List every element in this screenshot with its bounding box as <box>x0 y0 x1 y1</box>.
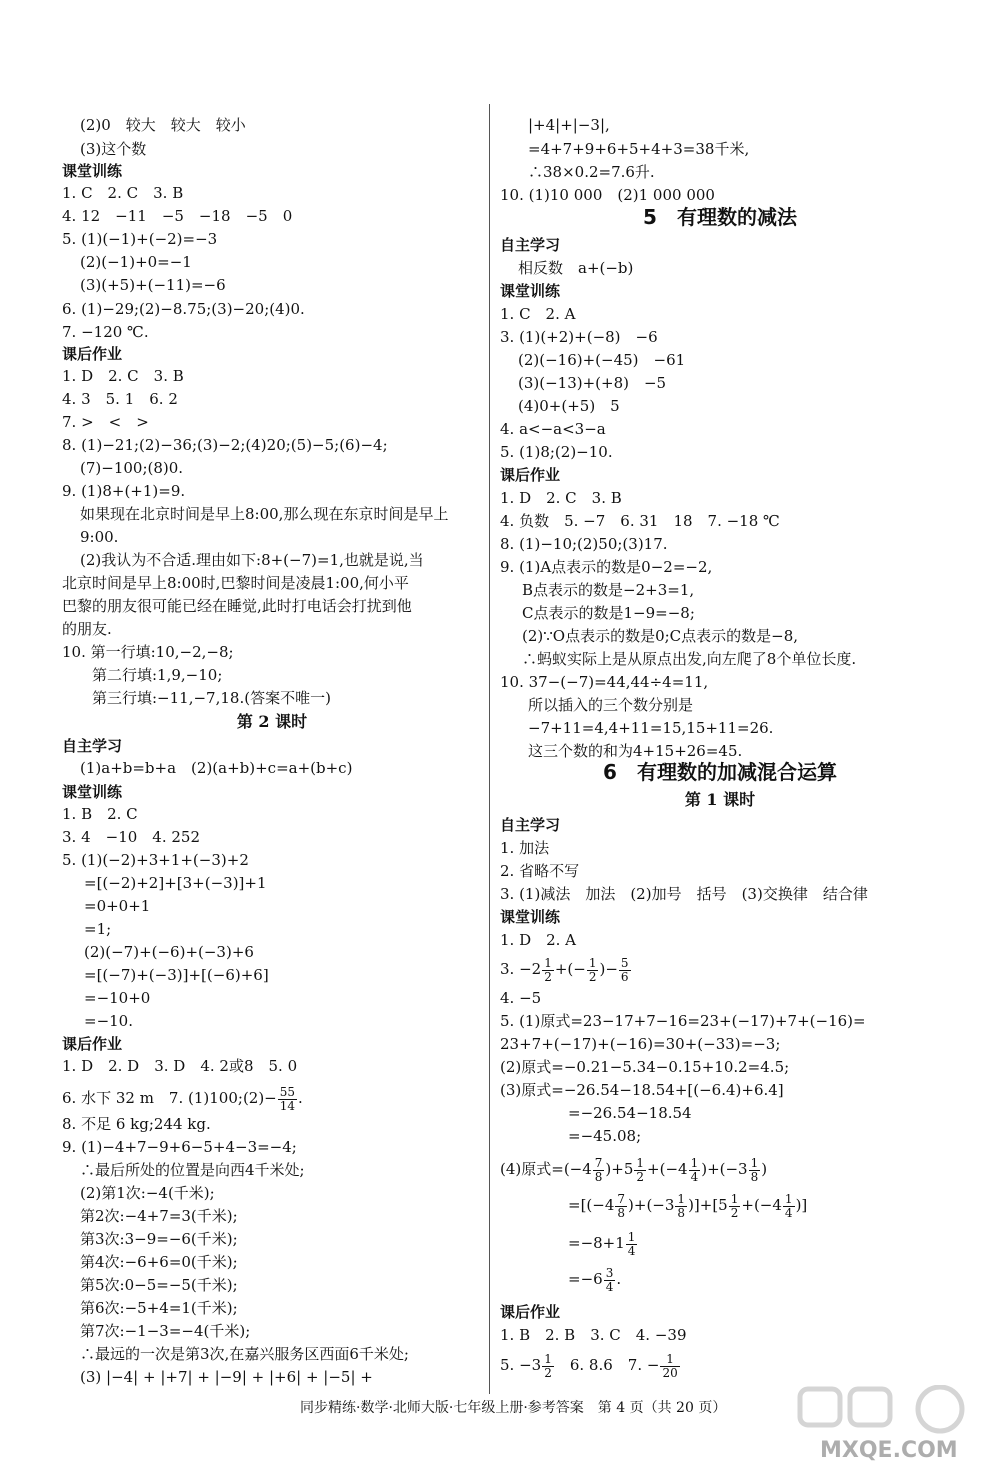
answer-line: 9. (1)A点表示的数是0−2=−2, <box>500 558 713 576</box>
answer-line: (7)−100;(8)0. <box>80 459 184 477</box>
section-heading: 课后作业 <box>500 1303 561 1321</box>
answer-line: 这三个数的和为4+15+26=45. <box>528 742 743 760</box>
answer-line: 3. (1)(+2)+(−8) −6 <box>500 328 658 346</box>
fraction: $\frac{5}{6}$ <box>620 955 629 984</box>
answer-line: 第6次:−5+4=1(千米); <box>80 1299 238 1317</box>
answer-line: −7+11=4,4+11=15,15+11=26. <box>528 719 774 737</box>
answer-line: 1. 加法 <box>500 839 550 857</box>
answer-line: 5. (1)原式=23−17+7−16=23+(−17)+7+(−16)= <box>500 1012 866 1030</box>
answer-line: 巴黎的朋友很可能已经在睡觉,此时打电话会打扰到他 <box>62 597 412 615</box>
answer-line: 1. C 2. C 3. B <box>62 184 184 202</box>
section-heading: 课堂训练 <box>62 783 123 801</box>
answer-line: =−10+0 <box>84 989 151 1007</box>
section-heading: 课堂训练 <box>62 162 123 180</box>
fraction: $\frac{1}{8}$ <box>750 1155 759 1184</box>
answer-line: 7. > < > <box>62 413 149 431</box>
answer-line: (4)0+(+5) 5 <box>518 397 620 415</box>
fraction: $\frac{7}{8}$ <box>594 1155 603 1184</box>
fraction: $\frac{1}{2}$ <box>636 1155 645 1184</box>
answer-line: 9. (1)−4+7−9+6−5+4−3=−4; <box>62 1138 297 1156</box>
answer-line: =[(−7)+(−3)]+[(−6)+6] <box>84 966 269 984</box>
answer-line: =−45.08; <box>568 1127 642 1145</box>
section-heading: 课后作业 <box>62 1035 123 1053</box>
answer-line: ∴38×0.2=7.6升. <box>528 163 655 181</box>
answer-line: 7. −120 ℃. <box>62 323 149 341</box>
answer-line: (2)我认为不合适.理由如下:8+(−7)=1,也就是说,当 <box>80 551 424 569</box>
section-heading: 自主学习 <box>500 236 561 254</box>
answer-line: 2. 省略不写 <box>500 862 580 880</box>
answer-line: 1. B 2. B 3. C 4. −39 <box>500 1326 687 1344</box>
answer-line: 第4次:−6+6=0(千米); <box>80 1253 238 1271</box>
answer-line: ∴蚂蚁实际上是从原点出发,向左爬了8个单位长度. <box>522 650 857 668</box>
answer-line: 5. (1)8;(2)−10. <box>500 443 613 461</box>
lesson-title: 第 2 课时 <box>236 712 308 731</box>
section-heading: 课堂训练 <box>500 282 561 300</box>
answer-line-fraction: 3. −2 $\frac{1}{2}$ +(− $\frac{1}{2}$ )− $\frac{5}{6}$ <box>500 955 629 984</box>
answer-line: (2)第1次:−4(千米); <box>80 1184 215 1202</box>
fraction: $\frac{55}{14}$ <box>279 1084 296 1113</box>
answer-line: =1; <box>84 920 112 938</box>
answer-line: 4. 负数 5. −7 6. 31 18 7. −18 ℃ <box>500 512 780 530</box>
lesson-title: 第 1 课时 <box>684 790 756 809</box>
answer-line: (3)(+5)+(−11)=−6 <box>80 276 226 294</box>
answer-line: =−26.54−18.54 <box>568 1104 692 1122</box>
section-heading: 课后作业 <box>62 345 123 363</box>
answer-line: 23+7+(−17)+(−16)=30+(−33)=−3; <box>500 1035 781 1053</box>
fraction: $\frac{1}{2}$ <box>588 955 597 984</box>
section-heading: 课堂训练 <box>500 908 561 926</box>
answer-line: (2)∵O点表示的数是0;C点表示的数是−8, <box>522 627 799 645</box>
column-divider <box>489 104 490 1394</box>
answer-line: 相反数 a+(−b) <box>518 259 634 277</box>
answer-line: =[(−2)+2]+[3+(−3)]+1 <box>84 874 267 892</box>
answer-line: 6. (1)−29;(2)−8.75;(3)−20;(4)0. <box>62 300 305 318</box>
answer-line: 第5次:0−5=−5(千米); <box>80 1276 238 1294</box>
answer-line: 1. D 2. C 3. B <box>500 489 622 507</box>
answer-line: 的朋友. <box>62 620 112 638</box>
answer-line: 第7次:−1−3=−4(千米); <box>80 1322 251 1340</box>
fraction: $\frac{1}{4}$ <box>627 1229 636 1258</box>
answer-line: 3. 4 −10 4. 252 <box>62 828 200 846</box>
answer-line-fraction: (4)原式=(−4 $\frac{7}{8}$ )+5 $\frac{1}{2}$ +(−4 $\frac{1}{4}$ )+(−3 $\frac{1}{8}$ ) <box>500 1155 768 1184</box>
answer-line: 北京时间是早上8:00时,巴黎时间是凌晨1:00,何小平 <box>62 574 409 592</box>
answer-line: 9:00. <box>80 528 119 546</box>
watermark-text: MXQE.COM <box>820 1438 958 1463</box>
answer-line: 8. (1)−10;(2)50;(3)17. <box>500 535 668 553</box>
answer-line: 10. 37−(−7)=44,44÷4=11, <box>500 673 709 691</box>
fraction: $\frac{1}{4}$ <box>784 1191 793 1220</box>
answer-line: (1)a+b=b+a (2)(a+b)+c=a+(b+c) <box>80 759 353 777</box>
answer-line: |+4|+|−3|, <box>528 116 610 134</box>
answer-line: 5. (1)(−2)+3+1+(−3)+2 <box>62 851 249 869</box>
answer-line-fraction: =[(−4 $\frac{7}{8}$ )+(−3 $\frac{1}{8}$ )]+[5 $\frac{1}{2}$ +(−4 $\frac{1}{4}$ )] <box>568 1191 808 1220</box>
answer-line: =4+7+9+6+5+4+3=38千米, <box>528 140 750 158</box>
chapter-title: 6 有理数的加减混合运算 <box>603 760 837 784</box>
answer-line: 3. (1)减法 加法 (2)加号 括号 (3)交换律 结合律 <box>500 885 868 903</box>
answer-line: 所以插入的三个数分别是 <box>528 696 694 714</box>
answer-line: (2)0 较大 较大 较小 <box>80 116 246 134</box>
answer-line: (2)(−1)+0=−1 <box>80 253 192 271</box>
answer-line: ∴最远的一次是第3次,在嘉兴服务区西面6千米处; <box>80 1345 409 1363</box>
answer-line: (2)(−16)+(−45) −61 <box>518 351 686 369</box>
answer-line: 1. D 2. A <box>500 931 577 949</box>
fraction: $\frac{1}{4}$ <box>690 1155 699 1184</box>
fraction: $\frac{7}{8}$ <box>617 1191 626 1220</box>
fraction: $\frac{3}{4}$ <box>605 1265 614 1294</box>
answer-line: 1. D 2. C 3. B <box>62 367 184 385</box>
answer-line-fraction: =−8+1 $\frac{1}{4}$ <box>568 1229 636 1258</box>
page-footer: 同步精练·数学·北师大版·七年级上册·参考答案 第 4 页（共 20 页） <box>300 1400 727 1416</box>
fraction: $\frac{1}{8}$ <box>677 1191 686 1220</box>
section-heading: 课后作业 <box>500 466 561 484</box>
answer-line-fraction: 5. −3 $\frac{1}{2}$ 6. 8.6 7. − $\frac{1}{20}$ <box>500 1351 678 1380</box>
answer-line: 8. 不足 6 kg;244 kg. <box>62 1115 211 1133</box>
answer-line: 如果现在北京时间是早上8:00,那么现在东京时间是早上 <box>80 505 449 523</box>
fraction: $\frac{1}{20}$ <box>662 1351 678 1380</box>
answer-line: (3) |−4| + |+7| + |−9| + |+6| + |−5| + <box>80 1368 373 1386</box>
chapter-title: 5 有理数的减法 <box>643 205 797 229</box>
answer-line: 第2次:−4+7=3(千米); <box>80 1207 238 1225</box>
answer-line: 10. 第一行填:10,−2,−8; <box>62 643 234 661</box>
answer-line: 4. −5 <box>500 989 542 1007</box>
answer-line: (3)(−13)+(+8) −5 <box>518 374 667 392</box>
answer-line: (2)(−7)+(−6)+(−3)+6 <box>84 943 254 961</box>
answer-line: C点表示的数是1−9=−8; <box>522 604 695 622</box>
answer-line: 第3次:3−9=−6(千米); <box>80 1230 238 1248</box>
answer-line: 1. B 2. C <box>62 805 138 823</box>
section-heading: 自主学习 <box>62 737 123 755</box>
answer-line: =0+0+1 <box>84 897 151 915</box>
answer-line: 4. a<−a<3−a <box>500 420 606 438</box>
answer-line: 1. C 2. A <box>500 305 576 323</box>
answer-line: (2)原式=−0.21−5.34−0.15+10.2=4.5; <box>500 1058 790 1076</box>
answer-line-fraction: 6. 水下 32 m 7. (1)100;(2)− $\frac{55}{14}$ . <box>62 1084 303 1113</box>
answer-line: 4. 3 5. 1 6. 2 <box>62 390 178 408</box>
fraction: $\frac{1}{2}$ <box>544 1351 552 1380</box>
answer-line: 9. (1)8+(+1)=9. <box>62 482 186 500</box>
fraction: $\frac{1}{2}$ <box>730 1191 739 1220</box>
answer-line: 第二行填:1,9,−10; <box>92 666 223 684</box>
fraction: $\frac{1}{2}$ <box>544 955 552 984</box>
answer-line: ∴最后所处的位置是向西4千米处; <box>80 1161 305 1179</box>
answer-line: 4. 12 −11 −5 −18 −5 0 <box>62 207 293 225</box>
answer-line-fraction: =−6 $\frac{3}{4}$ . <box>568 1265 622 1294</box>
section-heading: 自主学习 <box>500 816 561 834</box>
answer-line: =−10. <box>84 1012 133 1030</box>
answer-line: 1. D 2. D 3. D 4. 2或8 5. 0 <box>62 1057 298 1075</box>
answer-line: 5. (1)(−1)+(−2)=−3 <box>62 230 218 248</box>
answer-line: 10. (1)10 000 (2)1 000 000 <box>500 186 715 204</box>
answer-line: 8. (1)−21;(2)−36;(3)−2;(4)20;(5)−5;(6)−4; <box>62 436 388 454</box>
answer-line: (3)这个数 <box>80 140 147 158</box>
answer-line: 第三行填:−11,−7,18.(答案不唯一) <box>92 689 331 707</box>
answer-line: (3)原式=−26.54−18.54+[(−6.4)+6.4] <box>500 1081 784 1099</box>
answer-line: B点表示的数是−2+3=1, <box>522 581 695 599</box>
